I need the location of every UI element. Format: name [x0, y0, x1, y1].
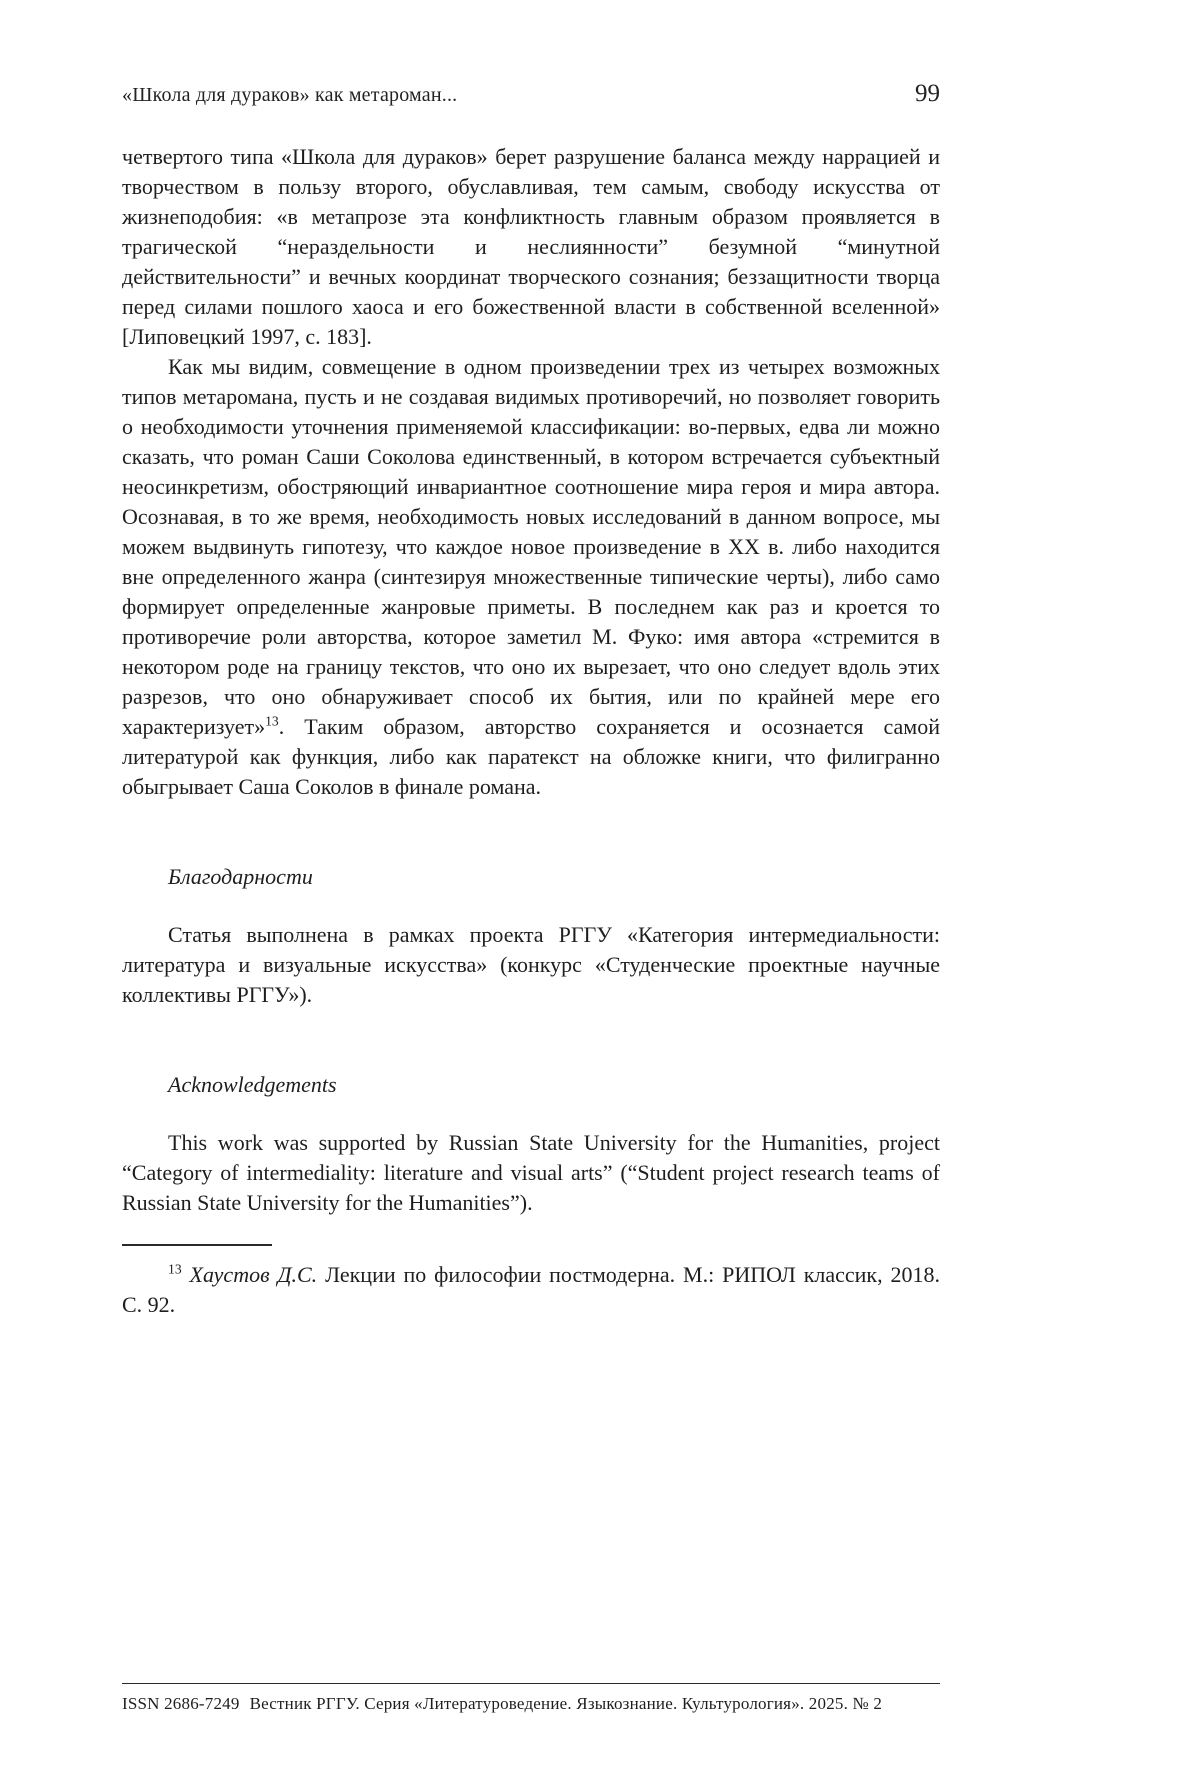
paragraph-text: Статья выполнена в рамках проекта РГГУ «Категория интермедиальности: литература и визуальные искусства» (конкурс «Студенческие проектные научные коллективы РГГУ»). — [122, 922, 940, 1007]
paragraph-text: This work was supported by Russian State University for the Humanities, project “Category of intermediality: literature and visual arts” (“Student project research teams of Russian State University for the Humanities”). — [122, 1130, 940, 1215]
footer-journal-title: Вестник РГГУ. Серия «Литературоведение. Языкознание. Культурология». 2025. № 2 — [249, 1694, 883, 1713]
section-heading-acknowledgements-ru: Благодарности — [168, 864, 313, 889]
footnote-block — [122, 1244, 940, 1320]
paragraph-text: . Таким образом, авторство сохраняется и осознается самой литературой как функция, либо как паратекст на обложке книги, что филигранно обыгрывает Саша Соколов в финале романа. — [122, 714, 940, 799]
paragraph-text: Как мы видим, совмещение в одном произведении трех из четырех возможных типов метаромана, пусть и не создавая видимых противоречий, но позволяет говорить о необходимости уточнения применяемой классификации: во-первых, едва ли можно сказать, что роман Саши Соколова единственный, в котором встречается субъектный неосинкретизм, обостряющий инвариантное соотношение мира героя и мира автора. Осознавая, в то же время, необходимость новых исследований в данном вопросе, мы можем выдвинуть гипотезу, что каждое новое произведение в XX в. либо находится вне определенного жанра (синтезируя множественные типические черты), либо само формирует определенные жанровые приметы. В последнем как раз и кроется то противоречие роли авторства, которое заметил М. Фуко: имя автора «стремится в некотором роде на границу текстов, что оно их вырезает, что оно следует вдоль этих разрезов, что оно обнаруживает способ их бытия, или по крайней мере его характеризует» — [122, 354, 940, 739]
page-footer — [122, 1683, 940, 1714]
paragraph — [122, 352, 940, 802]
footnote-marker: 13 — [168, 1261, 182, 1277]
footnote — [122, 1260, 940, 1320]
footer-issn: ISSN 2686-7249 — [122, 1694, 240, 1713]
footnote-reference: 13 — [265, 713, 279, 729]
footnote-author: Хаустов Д.С. — [189, 1262, 318, 1287]
footnote-separator-rule — [122, 1244, 272, 1246]
paragraph-continuation — [122, 142, 940, 352]
running-title: «Школа для дураков» как метароман... — [122, 84, 458, 106]
acknowledgements-en-paragraph — [122, 1128, 940, 1218]
footnote-text: Лекции по философии постмодерна. М.: РИПОЛ классик, 2018. С. 92. — [122, 1262, 940, 1317]
paragraph-text: четвертого типа «Школа для дураков» берет разрушение баланса между наррацией и творчеством в пользу второго, обуславливая, тем самым, свободу искусства от жизнеподобия: «в метапрозе эта конфликтность главным образом проявляется в трагической “нераздельности и неслиянности” безумной “минутной действительности” и вечных координат творческого сознания; беззащитности творца перед силами пошлого хаоса и его божественной власти в собственной вселенной» [Липовецкий 1997, с. 183]. — [122, 144, 940, 349]
acknowledgements-ru-paragraph — [122, 920, 940, 1010]
running-head — [122, 80, 940, 108]
page-number: 99 — [915, 80, 940, 107]
section-heading-acknowledgements-en: Acknowledgements — [168, 1072, 337, 1097]
article-body — [122, 142, 940, 1320]
